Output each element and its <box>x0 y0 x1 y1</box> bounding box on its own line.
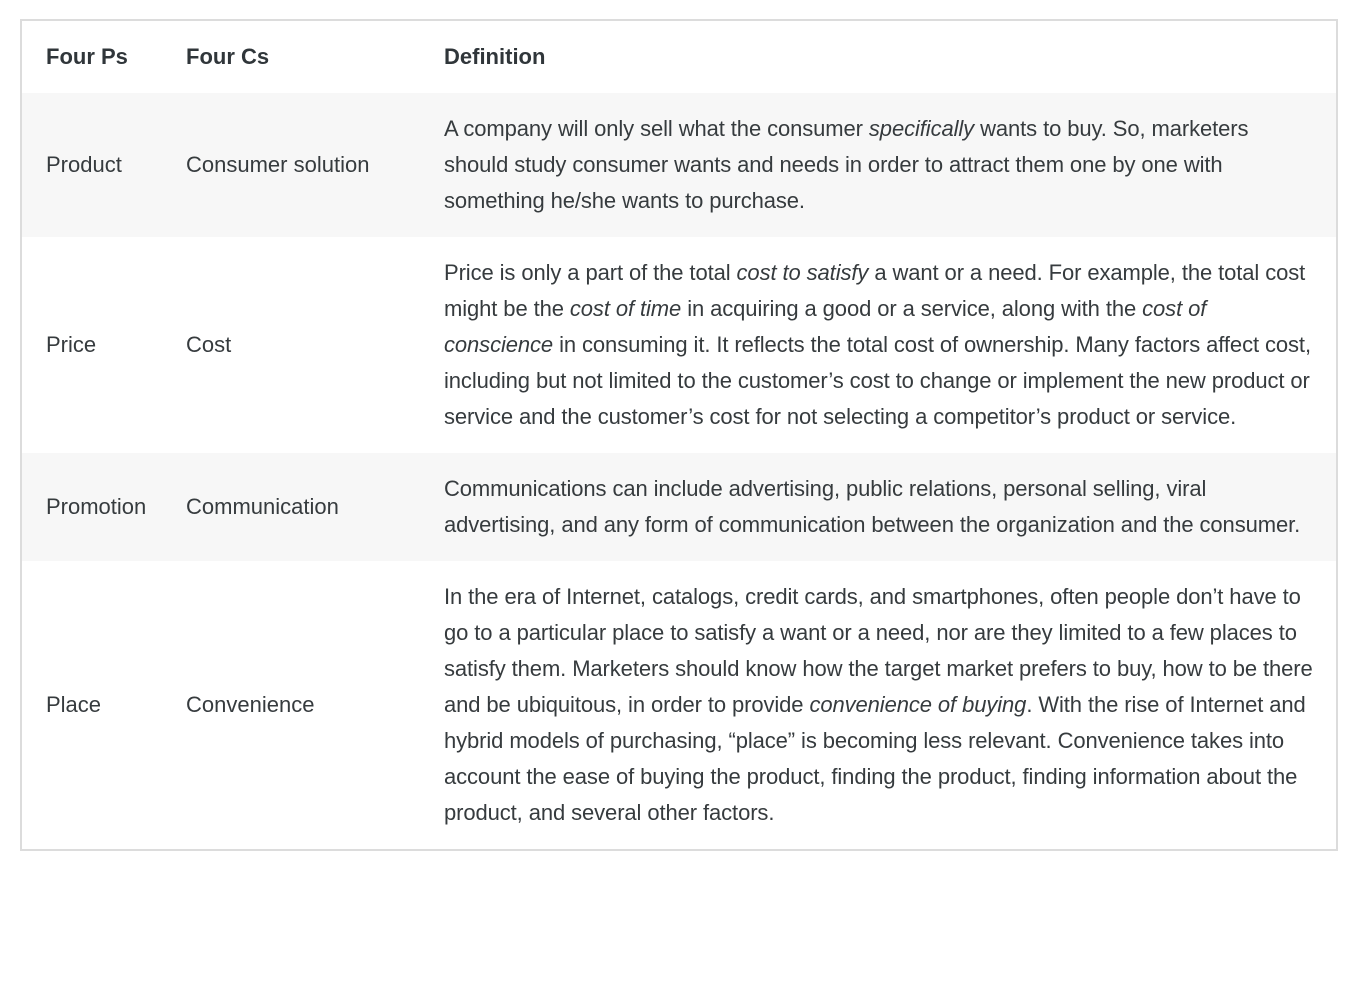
table-row <box>22 561 1336 849</box>
definition-cell: A company will only sell what the consumer specifically wants to buy. So, marketers should study consumer wants and needs in order to attract them one by one with something he/she wants to purchase. <box>444 116 1249 213</box>
table-header-row <box>22 21 1336 93</box>
four-p-cell: Product <box>46 152 122 177</box>
four-c-cell: Communication <box>186 494 339 519</box>
header-definition: Definition <box>444 44 546 69</box>
definition-cell: In the era of Internet, catalogs, credit cards, and smartphones, often people don’t have to go to a particular place to satisfy a want or a need, nor are they limited to a few places to satisfy them. Marketers should know how the target market prefers to buy, how to be there and be ubiquitous, in order to provide convenience of buying. With the rise of Internet and hybrid models of purchasing, “place” is becoming less relevant. Convenience takes into account the ease of buying the product, finding the product, finding information about the product, and several other factors. <box>444 584 1313 825</box>
definition-cell: Price is only a part of the total cost to satisfy a want or a need. For example, the total cost might be the cost of time in acquiring a good or a service, along with the cost of conscience in consuming it. It reflects the total cost of ownership. Many factors affect cost, including but not limited to the customer’s cost to change or implement the new product or service and the customer’s cost for not selecting a competitor’s product or service. <box>444 260 1311 429</box>
four-p-cell: Promotion <box>46 494 147 519</box>
emphasis-text: cost of time <box>569 296 682 321</box>
four-ps-four-cs-table <box>22 21 1336 849</box>
four-c-cell: Cost <box>186 332 232 357</box>
emphasis-text: cost to satisfy <box>736 260 869 285</box>
four-ps-four-cs-table-container <box>20 19 1338 851</box>
definition-cell: Communications can include advertising, public relations, personal selling, viral advertising, and any form of communication between the organization and the consumer. <box>444 476 1301 537</box>
emphasis-text: cost of conscience <box>444 296 1207 357</box>
header-four-cs: Four Cs <box>186 44 270 69</box>
emphasis-text: convenience of buying <box>809 692 1027 717</box>
four-p-cell: Place <box>46 692 102 717</box>
table-row <box>22 453 1336 561</box>
emphasis-text: specifically <box>868 116 975 141</box>
four-p-cell: Price <box>46 332 97 357</box>
header-four-ps: Four Ps <box>46 44 128 69</box>
four-c-cell: Consumer solution <box>186 152 370 177</box>
four-c-cell: Convenience <box>186 692 315 717</box>
table-row <box>22 93 1336 237</box>
table-row <box>22 237 1336 453</box>
